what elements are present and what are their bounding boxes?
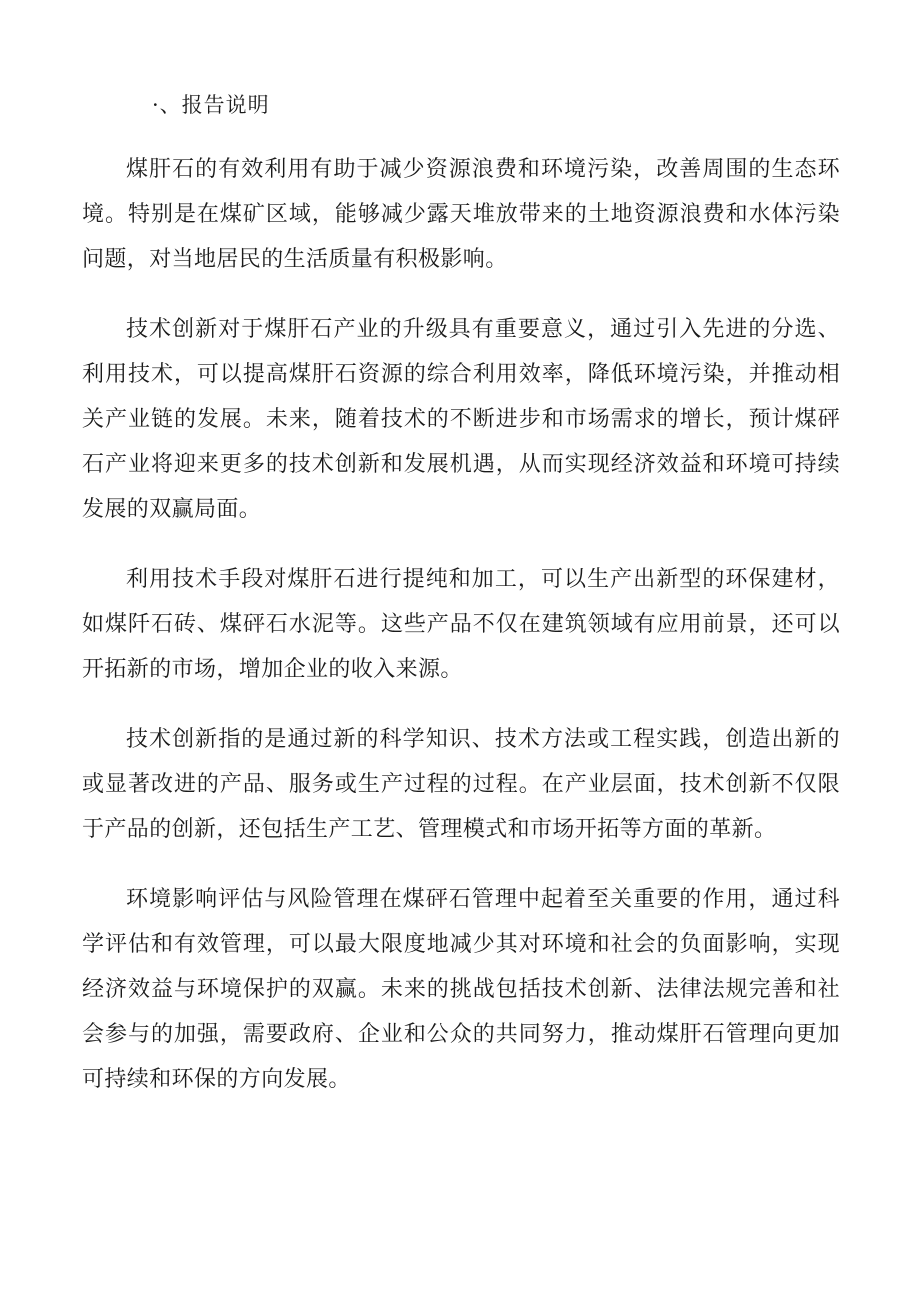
section-heading: ·、报告说明 [152,93,270,117]
paragraph-4: 技术创新指的是通过新的科学知识、技术方法或工程实践，创造出新的或显著改进的产品、服务或生产过程的过程。在产业层面，技术创新不仅限于产品的创新，还包括生产工艺、管理模式和市场开拓等方面的革新。 [82,727,840,842]
paragraph-1: 煤肝石的有效利用有助于减少资源浪费和环境污染，改善周围的生态环境。特别是在煤矿区域，能够减少露天堆放带来的土地资源浪费和水体污染问题，对当地居民的生活质量有积极影响。 [82,157,840,272]
paragraph-5: 环境影响评估与风险管理在煤砰石管理中起着至关重要的作用，通过科学评估和有效管理，可以最大限度地减少其对环境和社会的负面影响，实现经济效益与环境保护的双赢。未来的挑战包括技术创新、法律法规完善和社会参与的加强，需要政府、企业和公众的共同努力，推动煤肝石管理向更加可持续和环保的方向发展。 [82,887,840,1092]
paragraph-3: 利用技术手段对煤肝石进行提纯和加工，可以生产出新型的环保建材，如煤阡石砖、煤砰石水泥等。这些产品不仅在建筑领域有应用前景，还可以开拓新的市场，增加企业的收入来源。 [82,567,840,682]
paragraph-2: 技术创新对于煤肝石产业的升级具有重要意义，通过引入先进的分选、利用技术，可以提高煤肝石资源的综合利用效率，降低环境污染，并推动相关产业链的发展。未来，随着技术的不断进步和市场需求的增长，预计煤砰石产业将迎来更多的技术创新和发展机遇，从而实现经济效益和环境可持续发展的双赢局面。 [82,317,840,522]
